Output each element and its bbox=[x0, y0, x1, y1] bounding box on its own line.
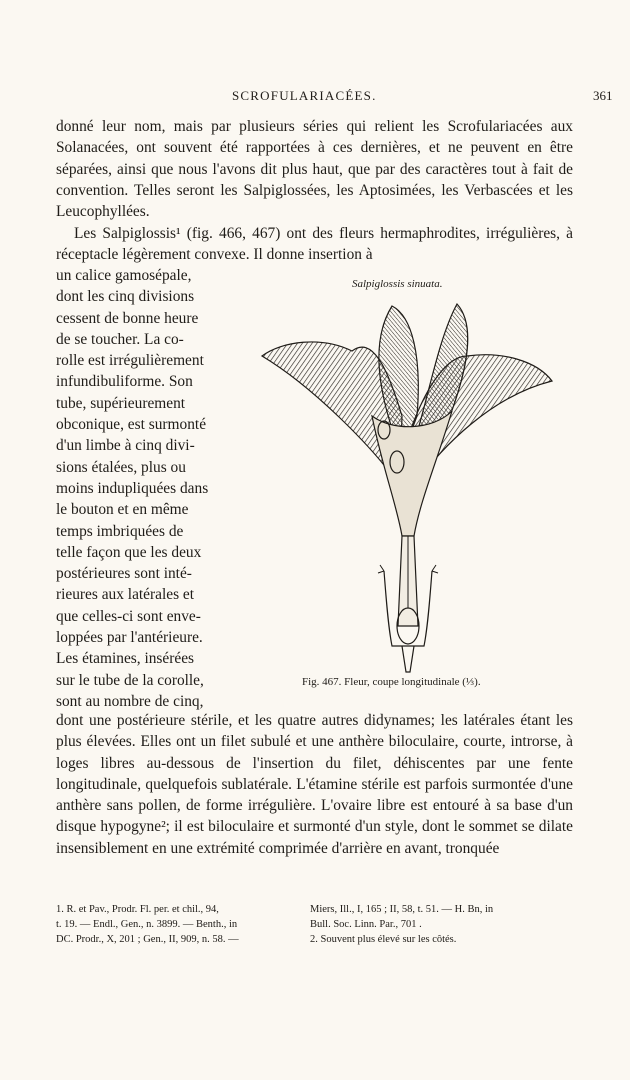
footnote-line: 1. R. et Pav., Prodr. Fl. per. et chil., 94, bbox=[56, 904, 219, 915]
footnotes-right-column bbox=[310, 902, 573, 947]
paragraph-3: dont une postérieure stérile, et les quatre autres didynames; les latérales étant les plus élevées. Elles ont un filet subulé et une anthère biloculaire, courte, introrse, à loges libres au-dessous de l'insertion du filet, déhiscentes par une fente longitudinale, quelquefois sublatérale. L'étamine stérile est parfois surmontée d'une anthère sans pollen, de forme irrégulière. L'ovaire libre est entouré à sa base d'un disque hypogyne²; il est biloculaire et surmonté d'un style, dont le sommet se dilate insensiblement en une extrémité comprimée d'arrière en avant, tronquée bbox=[56, 712, 573, 857]
footnote-line: Bull. Soc. Linn. Par., 701 . bbox=[310, 919, 422, 930]
narrow-text-line: dont les cinq divisions bbox=[56, 288, 195, 306]
page-header bbox=[0, 88, 630, 108]
footnote-line: 2. Souvent plus élevé sur les côtés. bbox=[310, 934, 457, 945]
narrow-text-line: le bouton et en même bbox=[56, 501, 189, 519]
narrow-text-column bbox=[56, 265, 230, 712]
page-number: 361 bbox=[593, 88, 613, 103]
narrow-text-line: tube, supérieurement bbox=[56, 394, 186, 412]
narrow-text-line: que celles-ci sont enve- bbox=[56, 607, 201, 625]
pedicel bbox=[402, 646, 414, 672]
footnote-line: DC. Prodr., X, 201 ; Gen., II, 909, n. 58. — bbox=[56, 934, 239, 945]
narrow-text-line: un calice gamosépale, bbox=[56, 267, 192, 284]
narrow-text-line: postérieures sont inté- bbox=[56, 565, 192, 583]
narrow-text-line: telle façon que les deux bbox=[56, 543, 202, 561]
corolla-throat bbox=[372, 411, 452, 536]
narrow-text-line: obconique, est surmonté bbox=[56, 416, 207, 434]
narrow-text-line: sions étalées, plus ou bbox=[56, 458, 186, 476]
narrow-text-line: infundibuliforme. Son bbox=[56, 373, 193, 391]
narrow-text-line: moins indupliquées dans bbox=[56, 479, 209, 497]
narrow-text-line: cessent de bonne heure bbox=[56, 309, 199, 327]
narrow-text-line: rieures aux latérales et bbox=[56, 586, 195, 604]
figure-caption: Fig. 467. Fleur, coupe longitudinale (⅓). bbox=[302, 676, 481, 688]
running-title: SCROFULARIACÉES. bbox=[232, 88, 377, 103]
narrow-text-line: loppées par l'antérieure. bbox=[56, 629, 203, 647]
paragraph-1: donné leur nom, mais par plusieurs séries qui relient les Scrofulariacées aux Solanacées, ont souvent été rapportées à ces dernières, et ne peuvent en être séparées, ainsi que nous l'avons dit plus haut, que par des caractères tout à fait de convention. Telles seront les Salpiglossées, les Aptosimées, les Verbascées et les Leucophyllées. bbox=[56, 118, 573, 221]
footnote-line: Miers, Ill., I, 165 ; II, 58, t. 51. — H. Bn, in bbox=[310, 904, 494, 915]
flower-section-illustration bbox=[252, 296, 562, 676]
narrow-text-line: temps imbriquées de bbox=[56, 522, 184, 540]
narrow-text-line: sur le tube de la corolle, bbox=[56, 671, 204, 689]
narrow-text-line: sont au nombre de cinq, bbox=[56, 692, 204, 710]
narrow-text-line: rolle est irrégulièrement bbox=[56, 352, 204, 370]
footnote-line: t. 19. — Endl., Gen., n. 3899. — Benth., in bbox=[56, 919, 238, 930]
footnotes-left-column bbox=[56, 902, 292, 947]
paragraph-2-intro: Les Salpiglossis¹ (fig. 466, 467) ont des fleurs hermaphrodites, irrégulières, à réceptacle légèrement convexe. Il donne insertion à bbox=[56, 225, 573, 264]
narrow-text-line: Les étamines, insérées bbox=[56, 650, 195, 668]
narrow-text-line: d'un limbe à cinq divi- bbox=[56, 437, 195, 455]
figure-species-caption: Salpiglossis sinuata. bbox=[352, 278, 443, 290]
narrow-text-line: de se toucher. La co- bbox=[56, 330, 184, 348]
